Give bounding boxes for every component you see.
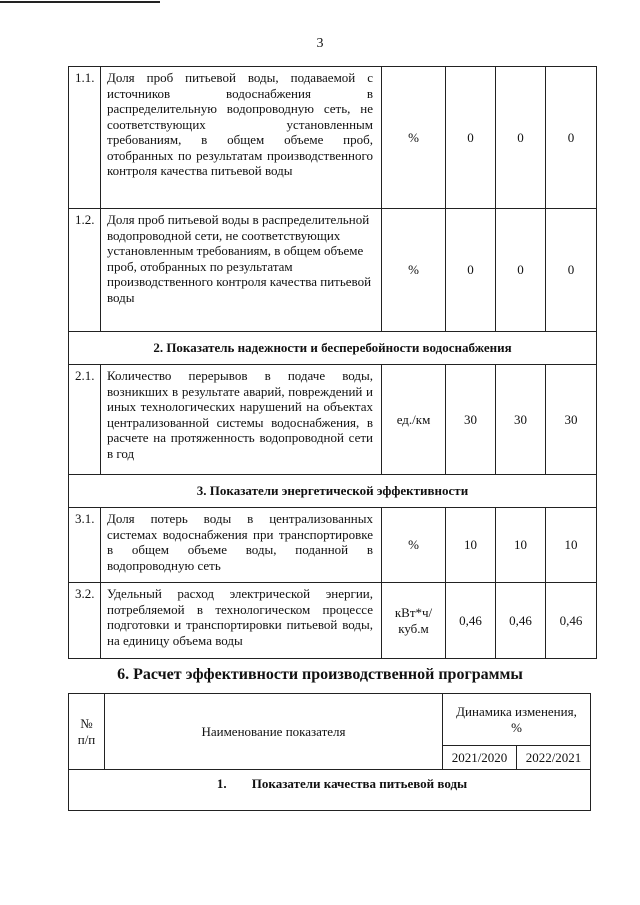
row-number: 2.1.	[69, 365, 101, 475]
column-header-dynamic: Динамика изменения, %	[443, 694, 591, 746]
value-cell: 0	[446, 67, 496, 209]
indicator-description: Доля проб питьевой воды в распределительной водопроводной сети, не соответствующих установленным требованиям, в общем объеме проб, отобранных по результатам производственного контроля качества питьевой воды	[101, 209, 382, 332]
top-rule	[0, 1, 160, 3]
unit-cell: %	[382, 508, 446, 583]
indicator-description: Количество перерывов в подаче воды, возникших в результате аварий, повреждений и иных технологических нарушений на объектах централизованной системы водоснабжения, в расчете на протяженность водопроводной сети в год	[101, 365, 382, 475]
value-cell: 30	[496, 365, 546, 475]
value-cell: 0	[546, 209, 597, 332]
table-row	[69, 508, 597, 583]
value-cell: 0	[496, 209, 546, 332]
table-row	[69, 583, 597, 659]
row-number: 3.1.	[69, 508, 101, 583]
table-row	[69, 67, 597, 209]
value-cell: 0,46	[446, 583, 496, 659]
efficiency-table	[68, 693, 591, 811]
section-heading: 6. Расчет эффективности производственной программы	[117, 666, 523, 683]
section-number: 1.	[216, 776, 227, 791]
indicators-table	[68, 66, 597, 659]
indicator-description: Доля потерь воды в централизованных системах водоснабжения при транспортировке в общем объеме воды, поданной в водопроводную сеть	[101, 508, 382, 583]
unit-cell: ед./км	[382, 365, 446, 475]
value-cell: 10	[546, 508, 597, 583]
value-cell: 0	[446, 209, 496, 332]
unit-cell: кВт*ч/ куб.м	[382, 583, 446, 659]
section-title-3: 3. Показатели энергетической эффективности	[69, 475, 597, 508]
value-cell: 0,46	[496, 583, 546, 659]
page-number: 3	[316, 36, 324, 51]
value-cell: 10	[446, 508, 496, 583]
section-row	[69, 475, 597, 508]
column-header-number: № п/п	[69, 694, 105, 770]
value-cell: 30	[446, 365, 496, 475]
section-row	[69, 332, 597, 365]
column-header-year: 2021/2020	[443, 746, 517, 770]
table-row	[69, 365, 597, 475]
section-title-2: 2. Показатель надежности и бесперебойности водоснабжения	[69, 332, 597, 365]
value-cell: 0	[546, 67, 597, 209]
row-number: 1.2.	[69, 209, 101, 332]
column-header-name: Наименование показателя	[105, 694, 443, 770]
indicator-description: Удельный расход электрической энергии, потребляемой в технологическом процессе подготовки и транспортировки питьевой воды, на единицу объема воды	[101, 583, 382, 659]
column-header-year: 2022/2021	[517, 746, 591, 770]
section-row	[69, 770, 591, 811]
unit-cell: %	[382, 67, 446, 209]
value-cell: 30	[546, 365, 597, 475]
value-cell: 10	[496, 508, 546, 583]
row-number: 3.2.	[69, 583, 101, 659]
value-cell: 0,46	[546, 583, 597, 659]
table-row	[69, 209, 597, 332]
header-row	[69, 694, 591, 746]
section-label: Показатели качества питьевой воды	[251, 776, 468, 791]
unit-cell: %	[382, 209, 446, 332]
row-number: 1.1.	[69, 67, 101, 209]
indicator-description: Доля проб питьевой воды, подаваемой с источников водоснабжения в распределительную водопроводную сеть, не соответствующих установленным требованиям, в общем объеме проб, отобранных по результатам производственного контроля качества питьевой воды	[101, 67, 382, 209]
section-title	[69, 770, 591, 811]
value-cell: 0	[496, 67, 546, 209]
